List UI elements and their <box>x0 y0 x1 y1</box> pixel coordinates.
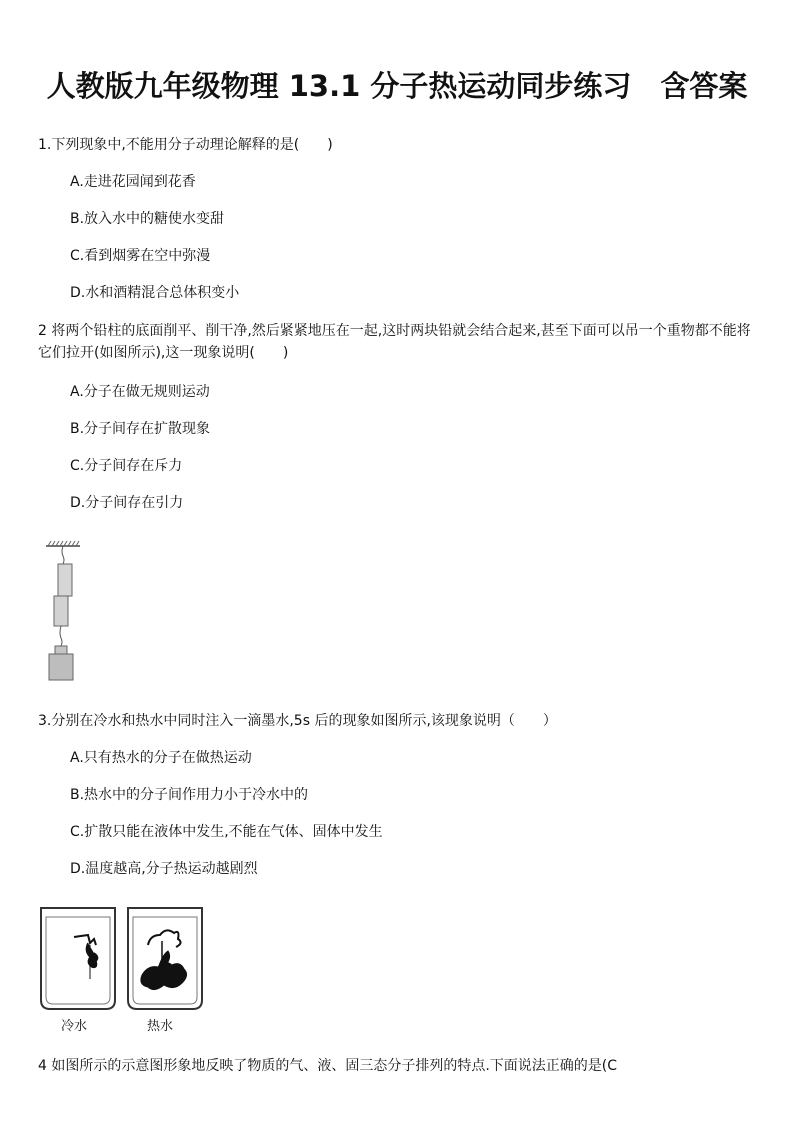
question-2-stem: 2 将两个铅柱的底面削平、削干净,然后紧紧地压在一起,这时两块铅就会结合起来,甚至下面可以吊一个重物都不能将它们拉开(如图所示),这一现象说明( ) <box>38 323 751 361</box>
q1-option-d: D.水和酒精混合总体积变小 <box>70 285 240 301</box>
hot-water-ink <box>141 930 187 989</box>
lower-lead-cylinder <box>54 596 68 626</box>
q2-option-b: B.分子间存在扩散现象 <box>70 421 211 437</box>
q1-option-b: B.放入水中的糖使水变甜 <box>70 211 225 227</box>
q3-option-b: B.热水中的分子间作用力小于冷水中的 <box>70 787 309 803</box>
q1-option-c: C.看到烟雾在空中弥漫 <box>70 248 211 264</box>
q3-option-d: D.温度越高,分子热运动越剧烈 <box>70 861 258 877</box>
lead-cylinders-figure <box>40 540 90 685</box>
question-3-stem: 3.分别在冷水和热水中同时注入一滴墨水,5s 后的现象如图所示,该现象说明（ ） <box>38 713 557 729</box>
question-4-stem: 4 如图所示的示意图形象地反映了物质的气、液、固三态分子排列的特点.下面说法正确的是(C <box>38 1058 618 1074</box>
lower-hook <box>60 626 62 646</box>
hot-water-caption: 热水 <box>147 1019 174 1034</box>
q1-option-a: A.走进花园闻到花香 <box>70 174 196 190</box>
q2-option-a: A.分子在做无规则运动 <box>70 384 210 400</box>
upper-hook <box>62 546 64 564</box>
q2-option-c: C.分子间存在斥力 <box>70 458 183 474</box>
page-title: 人教版九年级物理 13.1 分子热运动同步练习 含答案 <box>46 69 748 103</box>
upper-lead-cylinder <box>58 564 72 596</box>
q2-option-d: D.分子间存在引力 <box>70 495 184 511</box>
cold-water-beaker <box>41 908 115 1009</box>
cold-water-caption: 冷水 <box>61 1019 88 1034</box>
hanging-weight <box>49 654 73 680</box>
beakers-figure <box>38 905 208 1015</box>
weight-top <box>55 646 67 654</box>
question-1-stem: 1.下列现象中,不能用分子动理论解释的是( ) <box>38 137 333 153</box>
cold-water-ink <box>74 935 98 979</box>
q3-option-c: C.扩散只能在液体中发生,不能在气体、固体中发生 <box>70 824 383 840</box>
hot-water-beaker <box>128 908 202 1009</box>
q3-option-a: A.只有热水的分子在做热运动 <box>70 750 252 766</box>
